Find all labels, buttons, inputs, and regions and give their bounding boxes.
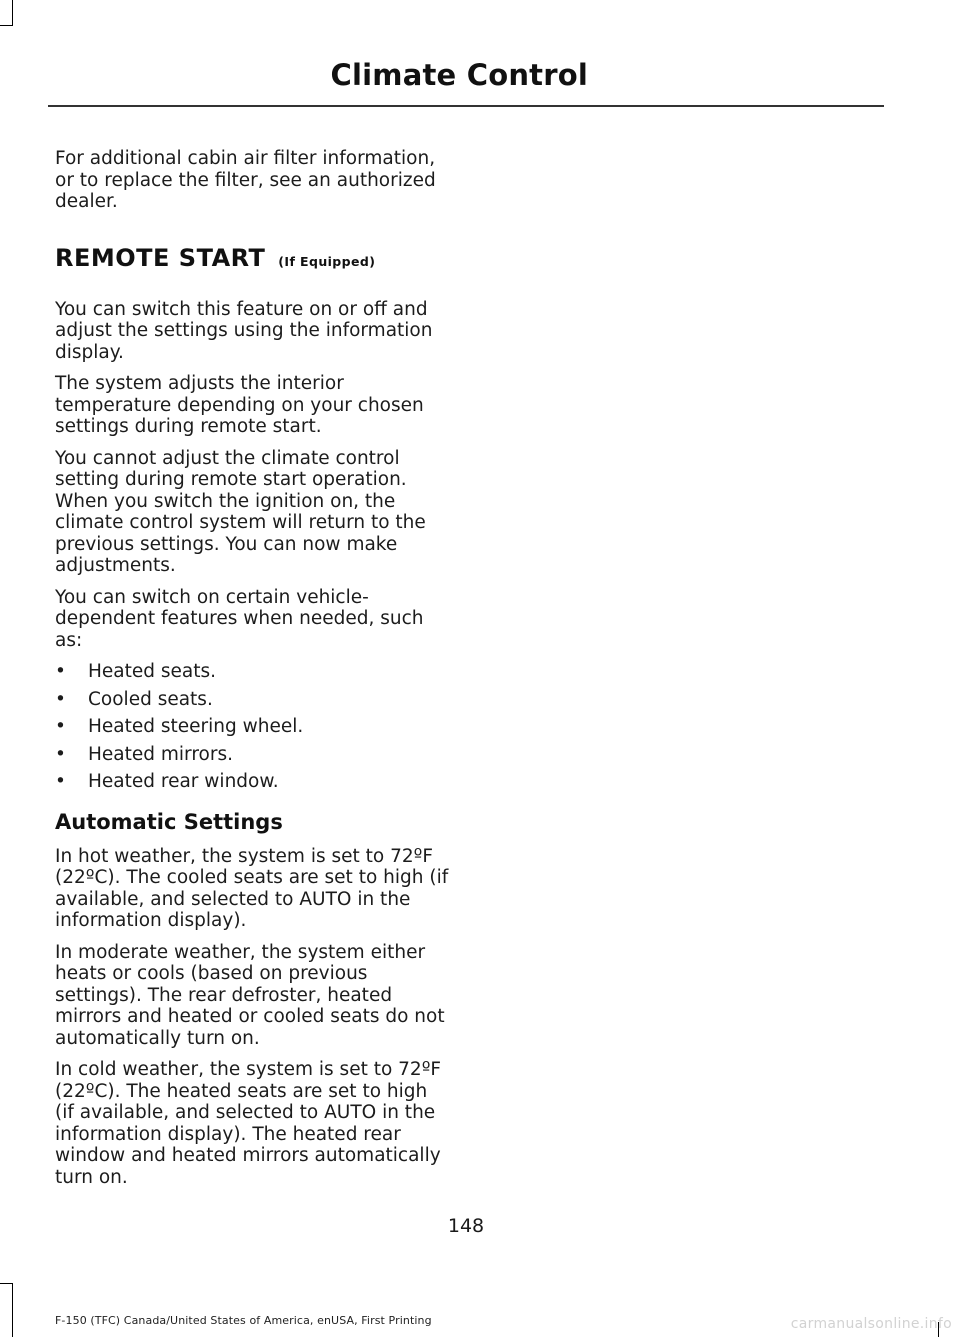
main-content — [55, 148, 450, 1198]
crop-mark-bottom-left-horizontal — [0, 1283, 13, 1284]
intro-paragraph: For additional cabin air filter information, or to replace the filter, see an authorized dealer. — [55, 148, 436, 212]
section-heading — [55, 243, 450, 277]
section-paragraph: You can switch this feature on or off and adjust the settings using the information display. — [55, 298, 433, 363]
subsection-paragraph: In cold weather, the system is set to 72ºF (22ºC). The heated seats are set to high (if available, and selected to AUTO in the information display). The heated rear window and heated mirrors automatically turn on. — [55, 1059, 442, 1188]
watermark: carmanualsonline.info — [790, 1316, 952, 1332]
bullet-icon: • — [55, 716, 66, 737]
footer-text: F-150 (TFC) Canada/United States of America, enUSA, First Printing — [55, 1314, 432, 1327]
bullet-icon: • — [55, 661, 66, 682]
section-paragraph: You can switch on certain vehicle-dependent features when needed, such as: — [55, 586, 424, 651]
subsection-paragraph: In hot weather, the system is set to 72ºF (22ºC). The cooled seats are set to high (if available, and selected to AUTO in the information display). — [55, 845, 449, 931]
section-paragraph: You cannot adjust the climate control setting during remote start operation. When you switch the ignition on, the climate control system will return to the previous settings. You can now make adjustments. — [55, 447, 426, 576]
bullet-icon: • — [55, 743, 66, 765]
list-item-text: Cooled seats. — [88, 688, 213, 710]
section-paragraph: The system adjusts the interior temperature depending on your chosen settings during remote start. — [55, 373, 424, 437]
subsection-heading: Automatic Settings — [55, 809, 283, 834]
bullet-icon: • — [55, 688, 66, 710]
section-qualifier: (If Equipped) — [278, 253, 376, 269]
section-title: REMOTE START — [55, 243, 266, 272]
crop-mark-top-left-horizontal — [0, 25, 13, 26]
list-item — [55, 744, 450, 766]
bullet-icon: • — [55, 771, 66, 792]
crop-mark-top-left-vertical — [12, 0, 13, 26]
list-item-text: Heated rear window. — [88, 771, 279, 792]
header-divider — [48, 105, 884, 107]
list-item — [55, 716, 450, 738]
list-item-text: Heated seats. — [88, 661, 217, 682]
list-item-text: Heated mirrors. — [88, 743, 233, 765]
page-header-title: Climate Control — [330, 58, 588, 92]
list-item — [55, 689, 450, 711]
subsection-paragraph: In moderate weather, the system either heats or cools (based on previous settings). The rear defroster, heated mirrors and heated or cooled seats do not automatically turn on. — [55, 941, 445, 1049]
crop-mark-bottom-left-vertical — [12, 1283, 13, 1337]
list-item-text: Heated steering wheel. — [88, 716, 304, 737]
feature-list — [55, 661, 450, 793]
page-number: 148 — [447, 1215, 485, 1237]
list-item — [55, 771, 450, 793]
list-item — [55, 661, 450, 683]
